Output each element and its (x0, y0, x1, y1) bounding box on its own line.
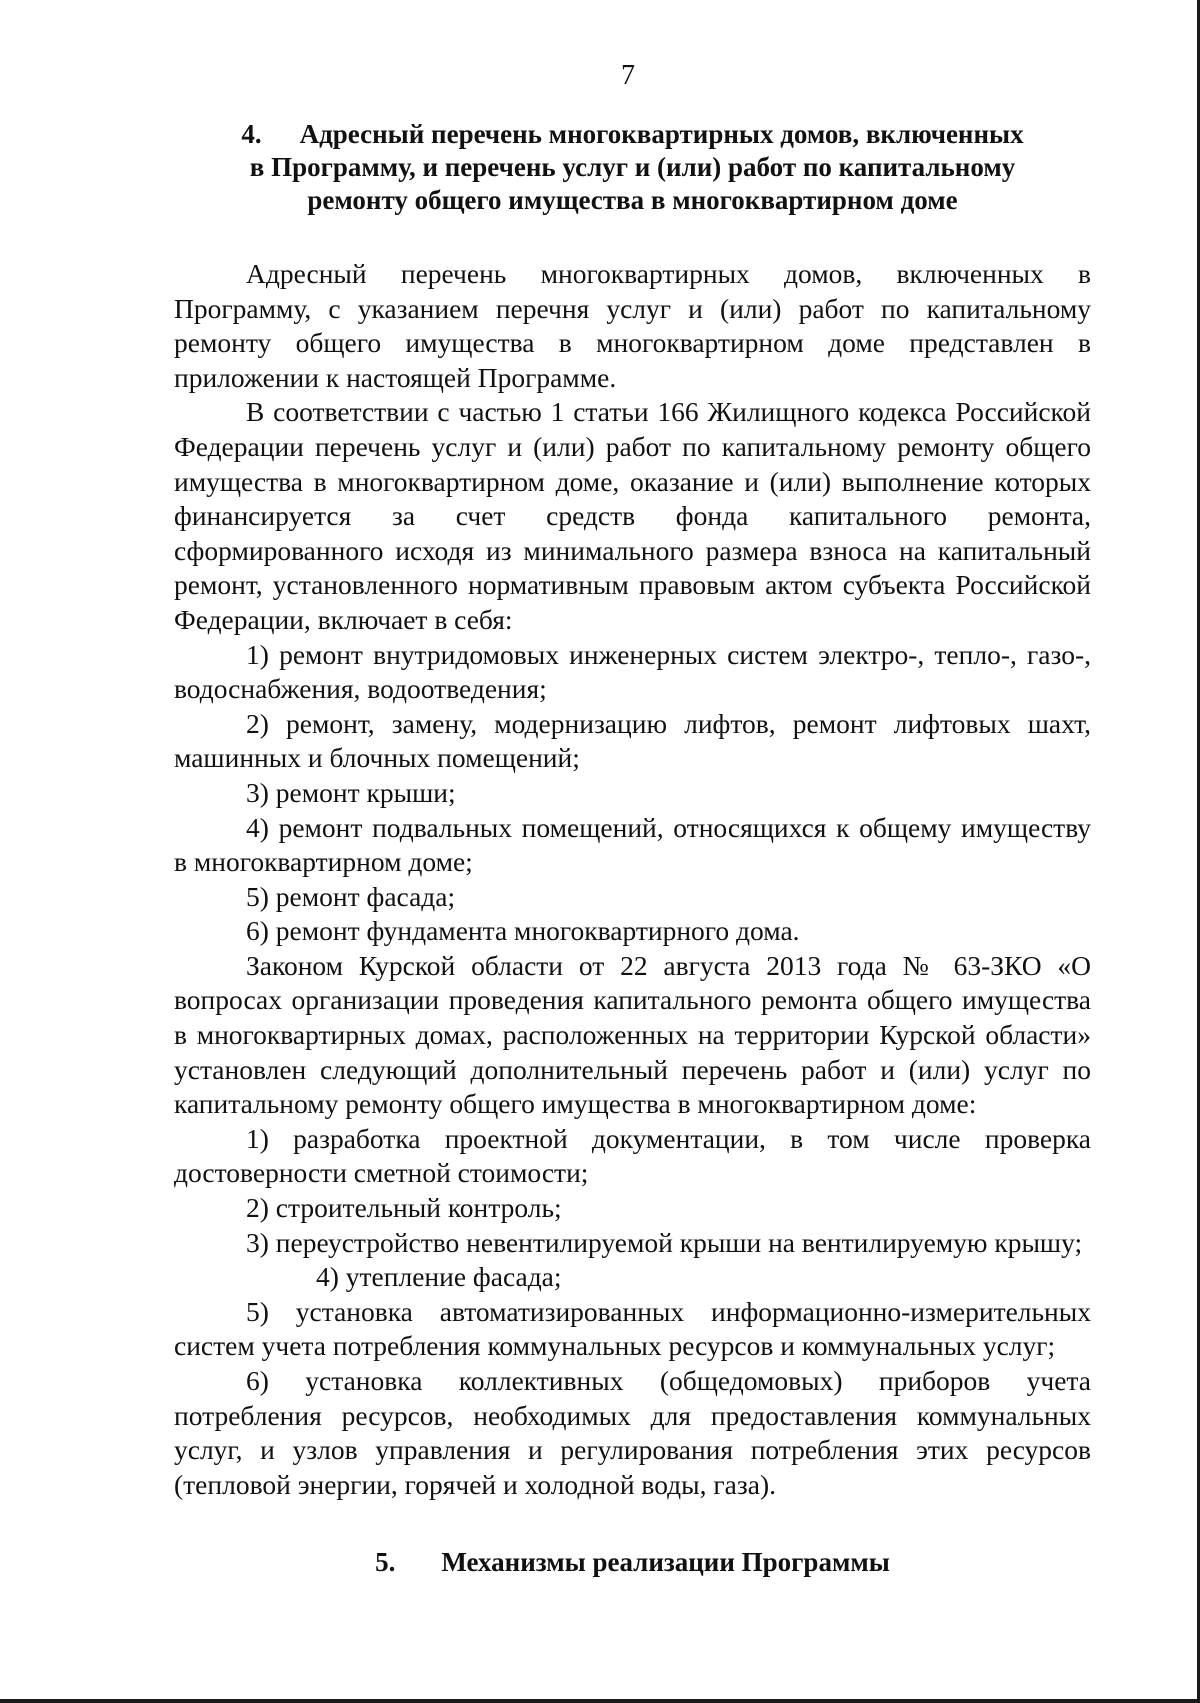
section-4-number: 4. (241, 119, 262, 149)
document-body (174, 118, 1091, 1579)
list-item-1: 1) ремонт внутридомовых инженерных систем электро-, тепло-, газо-, водоснабжения, водоотведения; (174, 638, 1091, 705)
page-number: 7 (621, 60, 635, 91)
paragraph-kursk-law: Законом Курской области от 22 августа 2013 года № 63-ЗКО «О вопросах организации проведения капитального ремонта общего имущества в многоквартирных домах, расположенных на территории Курской области» установлен следующий дополнительный перечень работ и (или) услуг по капитальному ремонту общего имущества в многоквартирном доме: (174, 949, 1091, 1120)
paragraph-address-list: Адресный перечень многоквартирных домов, включенных в Программу, с указанием перечня услуг и (или) работ по капитальному ремонту общего имущества в многоквартирном доме представлен в приложении к настоящей Программе. (174, 258, 1091, 393)
extra-list-item-1: 1) разработка проектной документации, в том числе проверка достоверности сметной стоимости; (174, 1122, 1091, 1189)
section-4-heading-line1 (174, 118, 1091, 151)
section-4-title-line3: ремонту общего имущества в многоквартирном доме (307, 185, 958, 215)
list-item-2: 2) ремонт, замену, модернизацию лифтов, ремонт лифтовых шахт, машинных и блочных помещений; (174, 707, 1091, 774)
extra-list-item-5: 5) установка автоматизированных информационно-измерительных систем учета потребления коммунальных ресурсов и коммунальных услуг; (174, 1295, 1091, 1362)
section-4-title-line2: в Программу, и перечень услуг и (или) работ по капитальному (249, 152, 1016, 182)
paragraph-housing-code: В соответствии с частью 1 статьи 166 Жилищного кодекса Российской Федерации перечень услуг и (или) работ по капитальному ремонту общего имущества в многоквартирном доме, оказание и (или) выполнение которых финансируется за счет средств фонда капитального ремонта, сформированного исходя из минимального размера взноса на капитальный ремонт, установленного нормативным правовым актом субъекта Российской Федерации, включает в себя: (174, 396, 1091, 635)
section-5-heading (174, 1546, 1091, 1579)
list-item-5: 5) ремонт фасада; (246, 880, 456, 912)
section-4-title-line1: Адресный перечень многоквартирных домов, включенных (299, 119, 1024, 149)
extra-list-item-3: 3) переустройство невентилируемой крыши на вентилируемую крышу; (246, 1226, 1083, 1258)
section-5-number: 5. (375, 1547, 396, 1578)
extra-list-item-2: 2) строительный контроль; (246, 1192, 562, 1224)
section-4-heading (174, 118, 1091, 217)
list-item-6: 6) ремонт фундамента многоквартирного дома. (246, 915, 800, 947)
list-item-3: 3) ремонт крыши; (246, 776, 456, 808)
section-5-title: Механизмы реализации Программы (441, 1547, 890, 1578)
extra-list-item-6: 6) установка коллективных (общедомовых) приборов учета потребления ресурсов, необходимых для предоставления коммунальных услуг, и узлов управления и регулирования потребления этих ресурсов (тепловой энергии, горячей и холодной воды, газа). (174, 1365, 1091, 1500)
extra-list-item-4: 4) утепление фасада; (316, 1261, 562, 1293)
list-item-4: 4) ремонт подвальных помещений, относящихся к общему имуществу в многоквартирном доме; (174, 811, 1091, 878)
scan-edge-bottom (0, 1699, 1200, 1703)
